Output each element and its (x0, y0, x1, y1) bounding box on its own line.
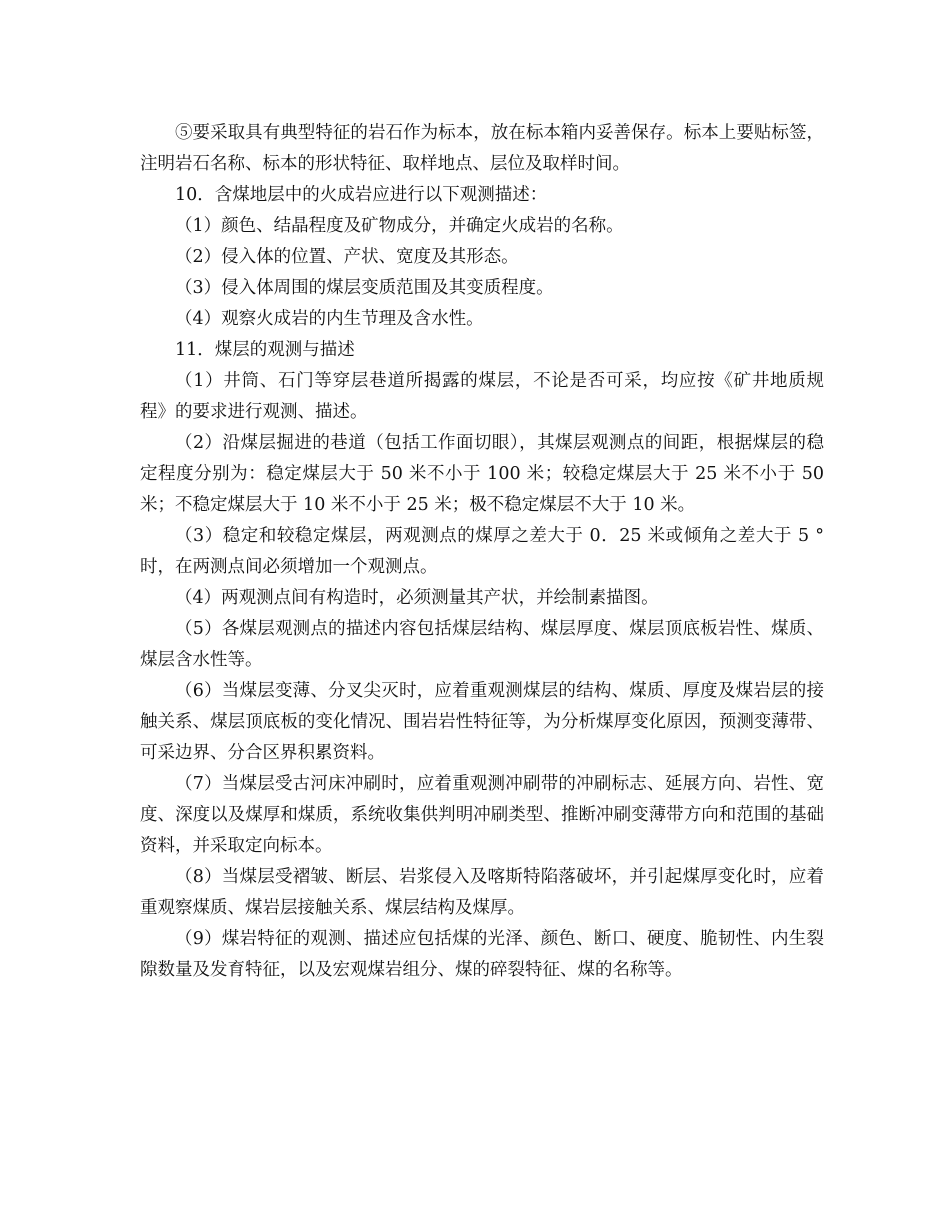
list-item-igneous-3: （3）侵入体周围的煤层变质范围及其变质程度。 (175, 278, 554, 298)
list-item-igneous-1: （1）颜色、结晶程度及矿物成分，并确定火成岩的名称。 (175, 216, 624, 236)
list-item-coal-8: （8）当煤层受褶皱、断层、岩浆侵入及喀斯特陷落破坏，并引起煤厚变化时，应着重观察煤质、煤岩层接触关系、煤层结构及煤厚。 (140, 867, 824, 918)
list-item-coal-1: （1）井筒、石门等穿层巷道所揭露的煤层，不论是否可采，均应按《矿井地质规程》的要求进行观测、描述。 (140, 371, 824, 422)
list-item-igneous-2: （2）侵入体的位置、产状、宽度及其形态。 (175, 247, 519, 267)
list-item-igneous-4: （4）观察火成岩的内生节理及含水性。 (175, 309, 484, 329)
list-item-coal-5: （5）各煤层观测点的描述内容包括煤层结构、煤层厚度、煤层顶底板岩性、煤质、煤层含水性等。 (140, 619, 824, 670)
list-item-coal-7: （7）当煤层受古河床冲刷时，应着重观测冲刷带的冲刷标志、延展方向、岩性、宽度、深度以及煤厚和煤质，系统收集供判明冲刷类型、推断冲刷变薄带方向和范围的基础资料，并采取定向标本。 (140, 774, 824, 856)
list-item-coal-2: （2）沿煤层掘进的巷道（包括工作面切眼），其煤层观测点的间距，根据煤层的稳定程度分别为：稳定煤层大于 50 米不小于 100 米；较稳定煤层大于 25 米不小于 50 米；不稳定煤层大于 10 米不小于 25 米；极不稳定煤层不大于 10 米。 (140, 433, 824, 515)
list-item-coal-9: （9）煤岩特征的观测、描述应包括煤的光泽、颜色、断口、硬度、脆韧性、内生裂隙数量及发育特征，以及宏观煤岩组分、煤的碎裂特征、煤的名称等。 (140, 929, 824, 980)
heading-coal-seam-observation: 11．煤层的观测与描述 (175, 340, 355, 360)
list-item-coal-4: （4）两观测点间有构造时，必须测量其产状，并绘制素描图。 (175, 588, 659, 608)
list-item-coal-6: （6）当煤层变薄、分叉尖灭时，应着重观测煤层的结构、煤质、厚度及煤岩层的接触关系、煤层顶底板的变化情况、围岩岩性特征等，为分析煤厚变化原因，预测变薄带、可采边界、分合区界积累资料。 (140, 681, 824, 763)
list-item-coal-3: （3）稳定和较稳定煤层，两观测点的煤厚之差大于 0．25 米或倾角之差大于 5 ° 时，在两测点间必须增加一个观测点。 (140, 526, 824, 577)
heading-igneous-rock-observation: 10．含煤地层中的火成岩应进行以下观测描述： (175, 185, 548, 205)
paragraph-specimen-collection: ⑤要采取具有典型特征的岩石作为标本，放在标本箱内妥善保存。标本上要贴标签，注明岩石名称、标本的形状特征、取样地点、层位及取样时间。 (140, 123, 824, 174)
